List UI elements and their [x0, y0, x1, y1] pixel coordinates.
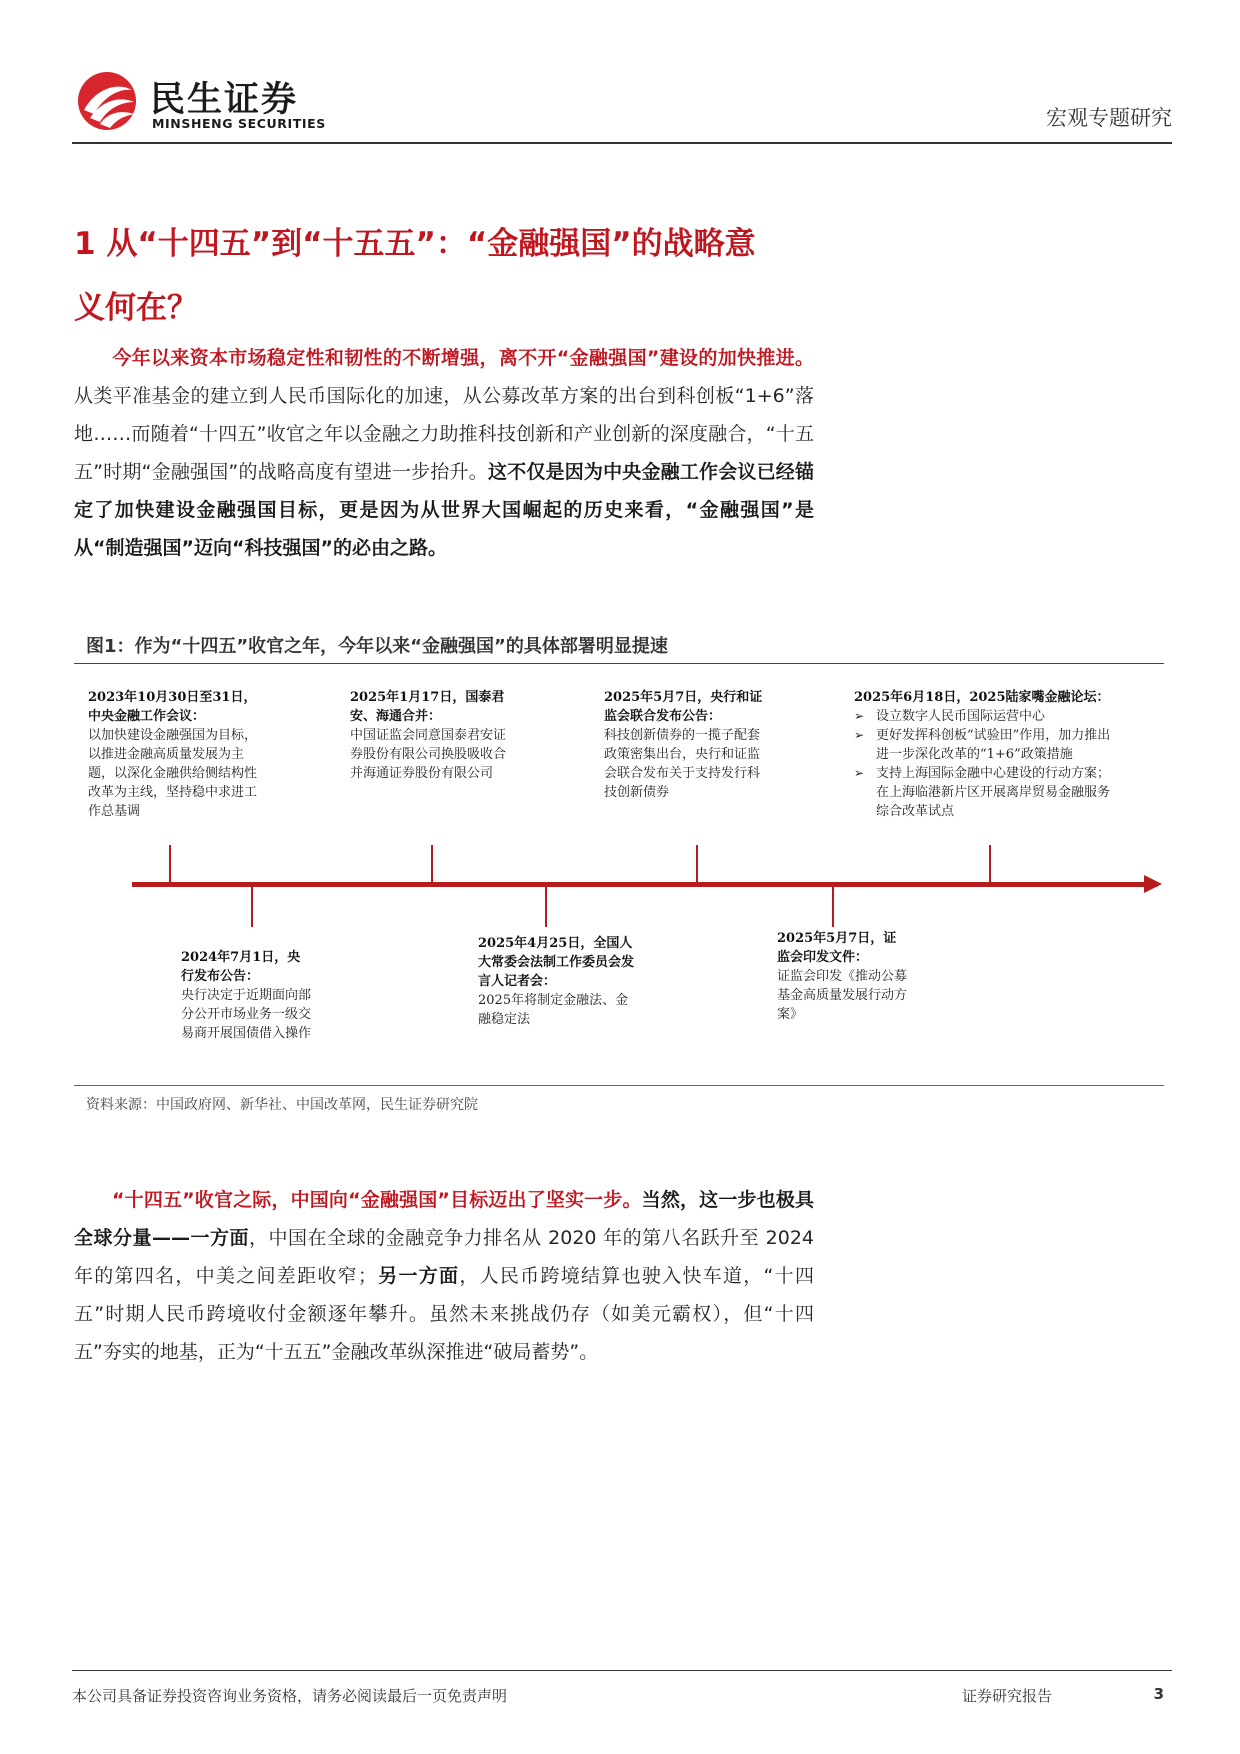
- intro-body: 从类平准基金的建立到人民币国际化的加速，从公募改革方案的出台到科创板“1+6”落地……而随着“十四五”收官之年以金融之力助推科技创新和产业创新的深度融合，“十五五”时期“金融强国”的战略高度有望进一步抬升。: [74, 385, 814, 483]
- page-number: 3: [1153, 1685, 1164, 1703]
- timeline-tick: [251, 885, 253, 927]
- global-bold1: 步也极具全球分量——一方面: [74, 1189, 814, 1249]
- global-lead: “十四五”收官之际，中国向“金融强国”目标迈出了坚实一步。: [112, 1189, 642, 1211]
- event-body: 证监会印发《推动公募基金高质量发展行动方案》: [777, 969, 908, 1022]
- event-bullet: ➢ 设立数字人民币国际运营中心: [854, 707, 1119, 726]
- event-body: 科技创新债券的一揽子配套政策密集出台，央行和证监会联合发布关于支持发行科技创新债券: [604, 728, 761, 800]
- section-title: [74, 212, 834, 340]
- logo-english-name: MINSHENG SECURITIES: [152, 116, 326, 131]
- global-seg3: ，人民币跨境结算也驶入快车道，“十四五”时期人民币跨境收付金额逐年攀升。虽然未来挑战仍存（如美元霸权），但“十四五”夯实的地基，正为“十五五”金融改革纵深推进“破局蓄势”。: [74, 1265, 814, 1363]
- timeline-arrow-icon: [1144, 875, 1162, 893]
- logo-chinese-name: 民生证券: [150, 80, 299, 120]
- global-seg2: ，中国在全球的金融竞争力排名从 2020 年的第八名跃升至 2024 年的第四名，中美之间差距收窄；: [74, 1227, 814, 1287]
- event-heading: 2025年6月18日，2025陆家嘴金融论坛：: [854, 690, 1110, 705]
- timeline-figure: [74, 665, 1164, 1085]
- timeline-event-2025-04: [478, 934, 638, 1029]
- report-category: 宏观专题研究: [1046, 106, 1172, 130]
- figure-source: 资料来源：中国政府网、新华社、中国改革网，民生证券研究院: [74, 1085, 1164, 1114]
- timeline-event-2025-05-pboc: [604, 688, 764, 802]
- timeline-event-2025-01: [350, 688, 510, 783]
- event-heading: 2025年4月25日，全国人大常委会法制工作委员会发言人记者会：: [478, 936, 635, 989]
- timeline-event-2025-05-csrc: [777, 929, 907, 1024]
- section-title-line1: 1 从“十四五”到“十五五”：“金融强国”的战略意: [74, 226, 756, 262]
- event-body: 中国证监会同意国泰君安证券股份有限公司换股吸收合并海通证券股份有限公司: [350, 728, 507, 781]
- event-bullet-list: [854, 707, 1119, 821]
- timeline-event-2023-10: [88, 688, 258, 821]
- event-bullet: ➢ 更好发挥科创板“试验田”作用，加力推出进一步深化改革的“1+6”政策措施: [854, 726, 1119, 764]
- paragraph-global: [74, 1181, 814, 1371]
- footer-report-type: 证券研究报告: [962, 1687, 1053, 1705]
- event-body: 央行决定于近期面向部分公开市场业务一级交易商开展国债借入操作: [181, 988, 312, 1041]
- timeline-tick: [545, 885, 547, 927]
- event-body: 以加快建设金融强国为目标，以推进金融高质量发展为主题，以深化金融供给侧结构性改革为主线，坚持稳中求进工作总基调: [88, 728, 258, 819]
- timeline-tick: [696, 845, 698, 885]
- event-heading: 2025年5月7日，央行和证监会联合发布公告：: [604, 690, 763, 724]
- page-footer: [72, 1670, 1172, 1705]
- intro-lead: 今年以来资本市场稳定性和韧性的不断增强，离不开“金融强国”建设的加快推进。: [112, 347, 814, 369]
- global-bold2: 另一方面: [376, 1265, 460, 1287]
- footer-disclaimer: 本公司具备证券投资咨询业务资格，请务必阅读最后一页免责声明: [72, 1687, 508, 1705]
- event-heading: 2023年10月30日至31日，中央金融工作会议：: [88, 690, 257, 724]
- timeline-event-2024-07: [181, 948, 311, 1043]
- event-body: 2025年将制定金融法、金融稳定法: [478, 993, 629, 1027]
- event-heading: 2024年7月1日，央行发布公告：: [181, 950, 301, 984]
- timeline-tick: [989, 845, 991, 885]
- figure-title: 图1：作为“十四五”收官之年，今年以来“金融强国”的具体部署明显提速: [74, 632, 1164, 664]
- timeline-event-2025-06: [854, 688, 1119, 821]
- global-seg1: 当然，这一: [641, 1189, 738, 1211]
- event-bullet: ➢ 支持上海国际金融中心建设的行动方案；在上海临港新片区开展离岸贸易金融服务综合改革试点: [854, 764, 1119, 821]
- timeline-tick: [169, 845, 171, 885]
- intro-conclusion: 这不仅是因为中央金融工作会议已经锚定了加快建设金融强国目标，更是因为从世界大国崛起的历史来看，“金融强国”是从“制造强国”迈向“科技强国”的必由之路。: [74, 461, 814, 559]
- event-heading: 2025年1月17日，国泰君安、海通合并：: [350, 690, 505, 724]
- timeline-tick: [431, 845, 433, 885]
- timeline-axis: [132, 882, 1157, 887]
- paragraph-intro: [74, 339, 814, 567]
- event-heading: 2025年5月7日，证监会印发文件：: [777, 931, 897, 965]
- section-title-line2: 义何在？: [74, 290, 198, 326]
- minsheng-logo-icon: [76, 70, 138, 132]
- timeline-tick: [832, 885, 834, 927]
- page-header: [72, 60, 1172, 144]
